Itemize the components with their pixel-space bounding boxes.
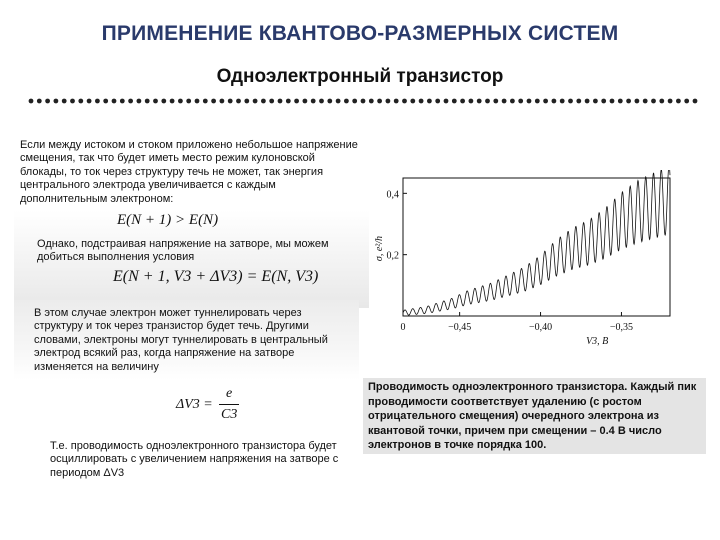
divider-dot — [161, 99, 166, 104]
divider-dot — [386, 99, 391, 104]
divider-dot — [352, 99, 357, 104]
divider-dot — [560, 99, 565, 104]
divider-dot — [576, 99, 581, 104]
divider-dot — [369, 99, 374, 104]
divider-dot — [477, 99, 482, 104]
divider-dot — [510, 99, 515, 104]
divider-dot — [137, 99, 142, 104]
divider-dot — [303, 99, 308, 104]
y-tick-label: 0,4 — [386, 189, 399, 201]
divider-dot — [460, 99, 465, 104]
divider-dot — [535, 99, 540, 104]
divider-dot — [37, 99, 42, 104]
divider-dot — [527, 99, 532, 104]
divider-dot — [585, 99, 590, 104]
divider-dot — [78, 99, 83, 104]
paragraph-coulomb-blockade: Если между истоком и стоком приложено небольшое напряжение смещения, так что будет иметь место режим кулоновской блокады, то ток через структуру течь не может, так энергия центрального электрода увеличивается с каждым дополнительным электроном: — [20, 139, 358, 205]
paragraph-tunneling: В этом случае электрон может туннелировать через структуру и ток через транзистор будет течь. Другими словами, электроны могут туннелировать в центральный электрод всякий раз, когда напряжение на затворе изменяется на величину — [34, 307, 328, 373]
formula-energy-equality: E(N + 1, V3 + ΔV3) = E(N, V3) — [113, 268, 319, 285]
divider-dot — [659, 99, 664, 104]
x-tick-label: −0,35 — [609, 322, 634, 333]
divider-dot — [54, 99, 59, 104]
divider-dot — [394, 99, 399, 104]
divider-dot — [518, 99, 523, 104]
divider-dot — [543, 99, 548, 104]
y-tick-label: 0,2 — [386, 250, 399, 262]
formula-numerator: e — [226, 386, 233, 401]
divider-dot — [344, 99, 349, 104]
page-title: ПРИМЕНЕНИЕ КВАНТОВО-РАЗМЕРНЫХ СИСТЕМ — [101, 22, 619, 45]
divider-dot — [261, 99, 266, 104]
chart-caption: Проводимость одноэлектронного транзистора. Каждый пик проводимости соответствует удалению (с ростом отрицательного смещения) очередного электрона из квантовой точки, причем при смещении – 0.4 В число электронов в точке порядка 100. — [363, 378, 706, 454]
divider-dot — [668, 99, 673, 104]
plot-frame — [403, 178, 670, 316]
divider-dot — [502, 99, 507, 104]
x-tick-label: 0 — [400, 322, 406, 333]
divider-dot — [178, 99, 183, 104]
divider-dot — [112, 99, 117, 104]
divider-dot — [244, 99, 249, 104]
divider-dot — [402, 99, 407, 104]
divider-dot — [469, 99, 474, 104]
divider-dot — [95, 99, 100, 104]
divider-dot — [435, 99, 440, 104]
series-line-conductance — [403, 170, 670, 315]
divider-dot — [128, 99, 133, 104]
divider-dot — [253, 99, 258, 104]
divider-dot — [552, 99, 557, 104]
divider-dot — [269, 99, 274, 104]
divider-dot — [452, 99, 457, 104]
formula-energy-inequality: E(N + 1) > E(N) — [117, 212, 219, 228]
divider-dot — [635, 99, 640, 104]
divider-dot — [228, 99, 233, 104]
divider-dot — [311, 99, 316, 104]
divider-dot — [153, 99, 158, 104]
formula-gate-period — [176, 386, 256, 426]
divider-dot — [651, 99, 656, 104]
divider-dot — [444, 99, 449, 104]
divider-dot — [29, 99, 34, 104]
divider-dot — [278, 99, 283, 104]
divider-dot — [70, 99, 75, 104]
divider-dot — [684, 99, 689, 104]
divider-dot — [211, 99, 216, 104]
divider-dot — [120, 99, 125, 104]
divider-dot — [286, 99, 291, 104]
divider-dot — [361, 99, 366, 104]
divider-dot — [319, 99, 324, 104]
divider-dot — [336, 99, 341, 104]
divider-dot — [170, 99, 175, 104]
divider-dot — [103, 99, 108, 104]
paragraph-gate-tuning: Однако, подстраивая напряжение на затворе, мы можем добиться выполнения условия — [37, 238, 329, 264]
page-subtitle: Одноэлектронный транзистор — [216, 66, 504, 87]
divider-dot — [427, 99, 432, 104]
divider-dot — [236, 99, 241, 104]
divider-dot — [377, 99, 382, 104]
divider-dot — [568, 99, 573, 104]
divider-dot — [327, 99, 332, 104]
y-axis-label: σ, e²/h — [374, 235, 385, 262]
divider-dot — [62, 99, 67, 104]
divider-dot — [294, 99, 299, 104]
divider-dot — [485, 99, 490, 104]
x-tick-label: −0,40 — [528, 322, 553, 333]
divider-dot — [676, 99, 681, 104]
paragraph-oscillation: Т.е. проводимость одноэлектронного транзистора будет осциллировать с увеличением напряжения на затворе с периодом ΔV3 — [50, 440, 339, 479]
divider-dot — [610, 99, 615, 104]
divider-dot — [145, 99, 150, 104]
divider-dot — [45, 99, 50, 104]
divider-dot — [493, 99, 498, 104]
divider-dot — [693, 99, 698, 104]
formula-lhs: ΔV3 = — [176, 397, 213, 412]
divider-dot — [203, 99, 208, 104]
divider-dot — [220, 99, 225, 104]
divider-dot — [643, 99, 648, 104]
formula-denominator: C3 — [221, 407, 238, 422]
divider-dot — [410, 99, 415, 104]
conductance-chart — [370, 170, 690, 360]
fraction-bar — [219, 404, 239, 405]
dotted-divider — [28, 91, 700, 111]
x-tick-label: −0,45 — [448, 322, 472, 333]
divider-dot — [195, 99, 200, 104]
divider-dot — [618, 99, 623, 104]
divider-dot — [601, 99, 606, 104]
divider-dot — [419, 99, 424, 104]
x-axis-label: V3, В — [586, 336, 609, 347]
divider-dot — [593, 99, 598, 104]
divider-dot — [626, 99, 631, 104]
divider-dot — [186, 99, 191, 104]
divider-dot — [87, 99, 92, 104]
